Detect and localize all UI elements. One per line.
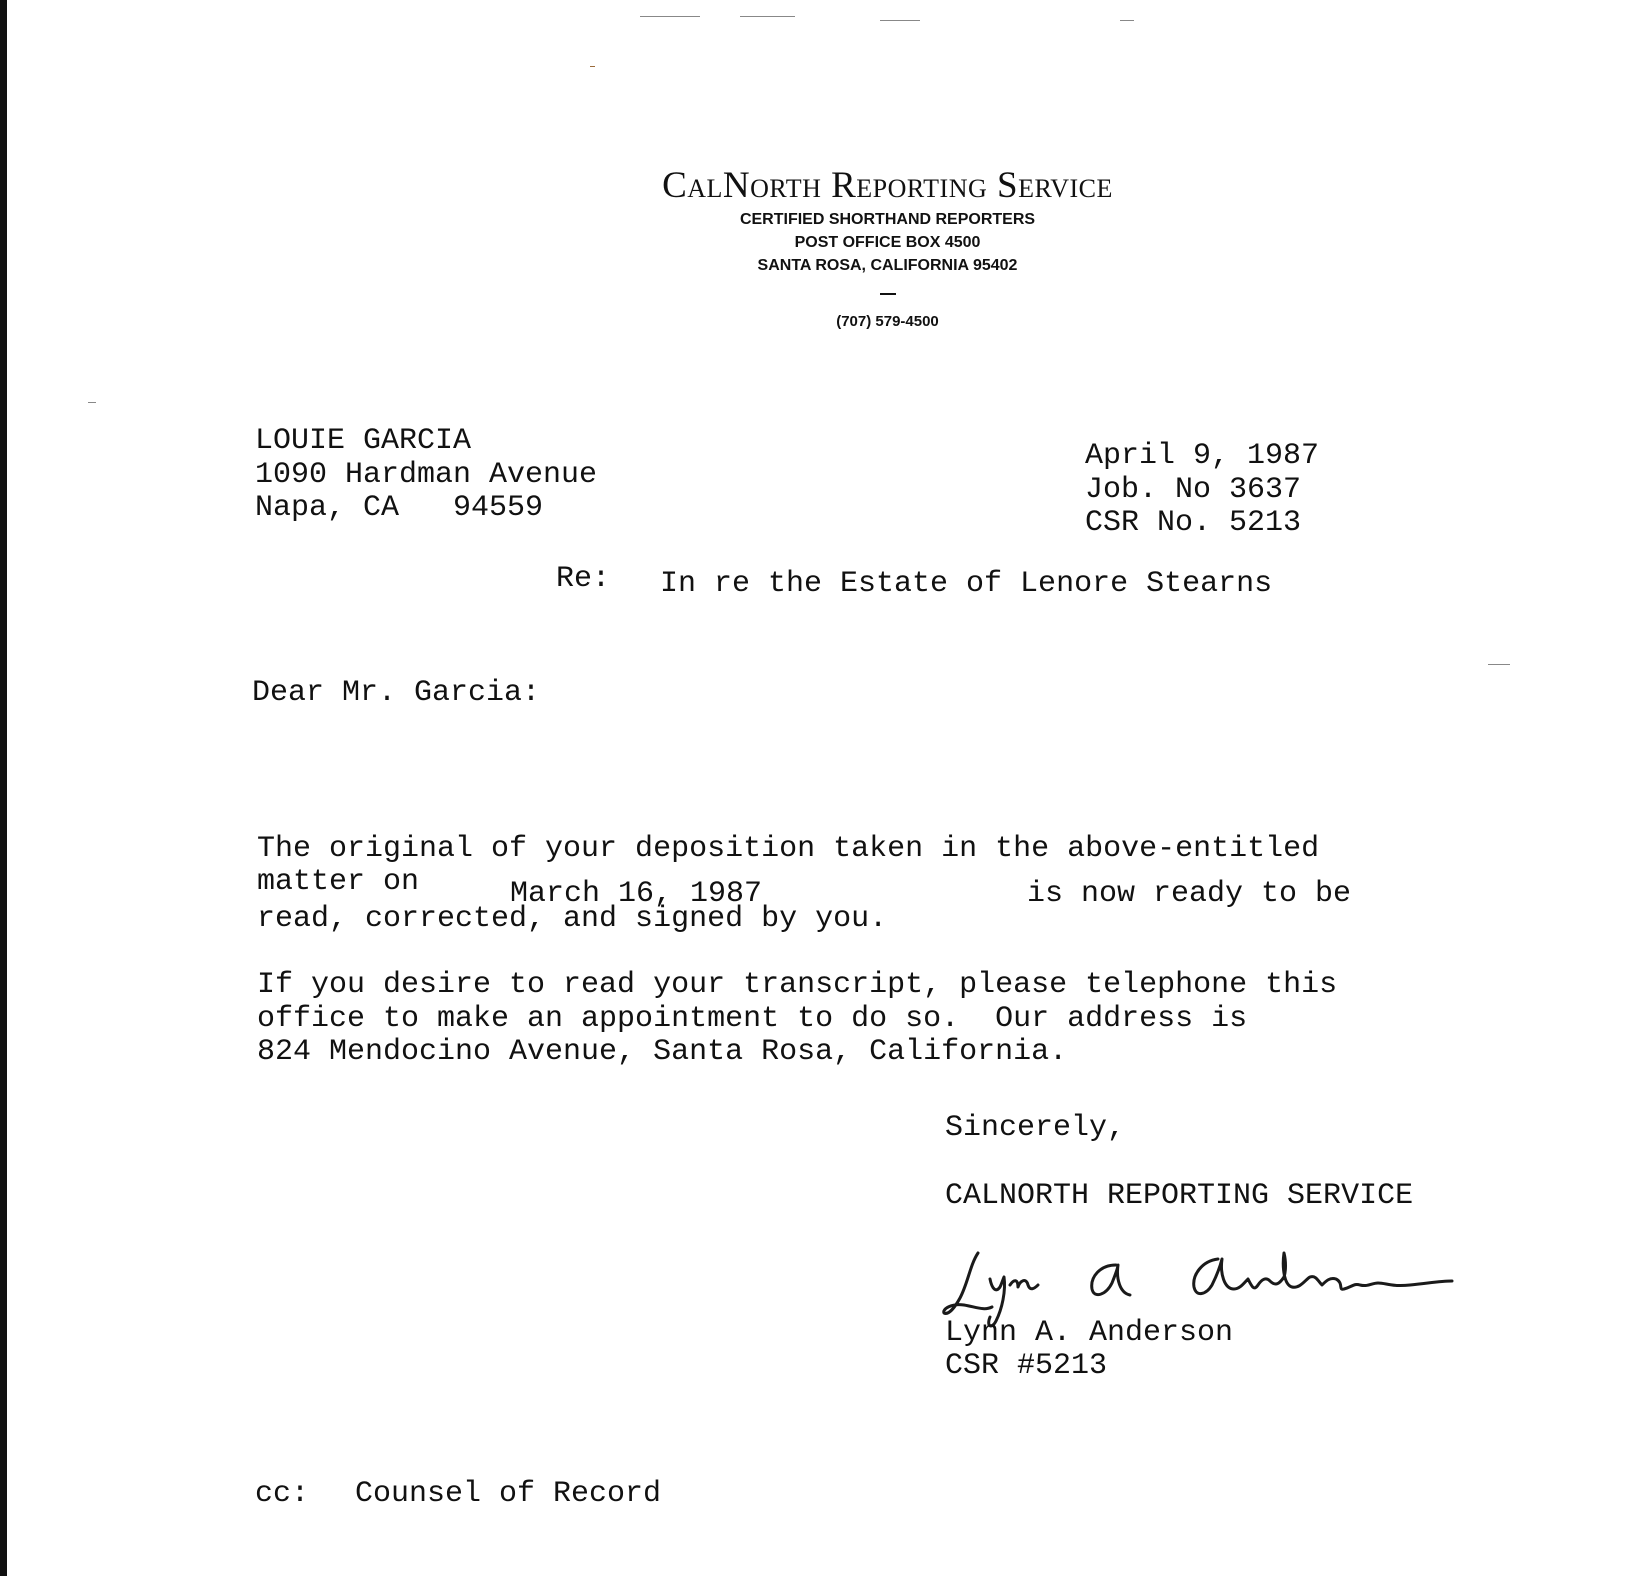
letterhead-phone: (707) 579-4500 [836, 313, 939, 330]
recipient-city-line: Napa, CA 94559 [255, 491, 544, 525]
letterhead-po-box: POST OFFICE BOX 4500 [794, 234, 981, 251]
letter-date: April 9, 1987 [1085, 439, 1320, 473]
recipient-street: 1090 Hardman Avenue [255, 458, 598, 492]
letterhead-divider [880, 293, 896, 295]
body-p2-line2: office to make an appointment to do so. Our address is [257, 1002, 1248, 1036]
body-p2-line3: 824 Mendocino Avenue, Santa Rosa, California. [257, 1035, 1068, 1069]
salutation: Dear Mr. Garcia: [252, 676, 541, 710]
scan-speck [590, 66, 595, 67]
signer-csr: CSR #5213 [945, 1349, 1108, 1383]
job-number: Job. No 3637 [1085, 473, 1302, 507]
cc-label: cc: [255, 1477, 310, 1511]
letterhead-company-name: CalNorth Reporting Service [662, 165, 1113, 206]
recipient-name: LOUIE GARCIA [255, 424, 472, 458]
body-p1-line2-end: is now ready to be [1027, 877, 1352, 911]
scan-left-edge [0, 0, 7, 1576]
scan-speck [880, 20, 920, 21]
scan-speck [1120, 20, 1134, 21]
scan-speck [1488, 664, 1510, 665]
letterhead-tagline: CERTIFIED SHORTHAND REPORTERS [739, 211, 1036, 228]
scan-speck [740, 16, 795, 17]
closing-company: CALNORTH REPORTING SERVICE [945, 1179, 1414, 1213]
scan-speck [88, 402, 96, 403]
body-p1-line2-start: matter on [257, 865, 420, 899]
closing-valediction: Sincerely, [945, 1111, 1126, 1145]
subject-label: Re: [556, 562, 611, 596]
signer-name: Lynn A. Anderson [945, 1316, 1234, 1350]
cc-text: Counsel of Record [355, 1477, 662, 1511]
body-p2-line1: If you desire to read your transcript, please telephone this [257, 968, 1338, 1002]
subject-text: In re the Estate of Lenore Stearns [660, 567, 1273, 601]
scan-speck [640, 16, 700, 17]
body-p1-line3: read, corrected, and signed by you. [257, 902, 888, 936]
body-p1-filled-date: March 16, 1987 [510, 877, 763, 911]
csr-number: CSR No. 5213 [1085, 506, 1302, 540]
letterhead-city-state-zip: SANTA ROSA, CALIFORNIA 95402 [757, 257, 1018, 274]
body-p1-line1: The original of your deposition taken in the above-entitled [257, 832, 1320, 866]
